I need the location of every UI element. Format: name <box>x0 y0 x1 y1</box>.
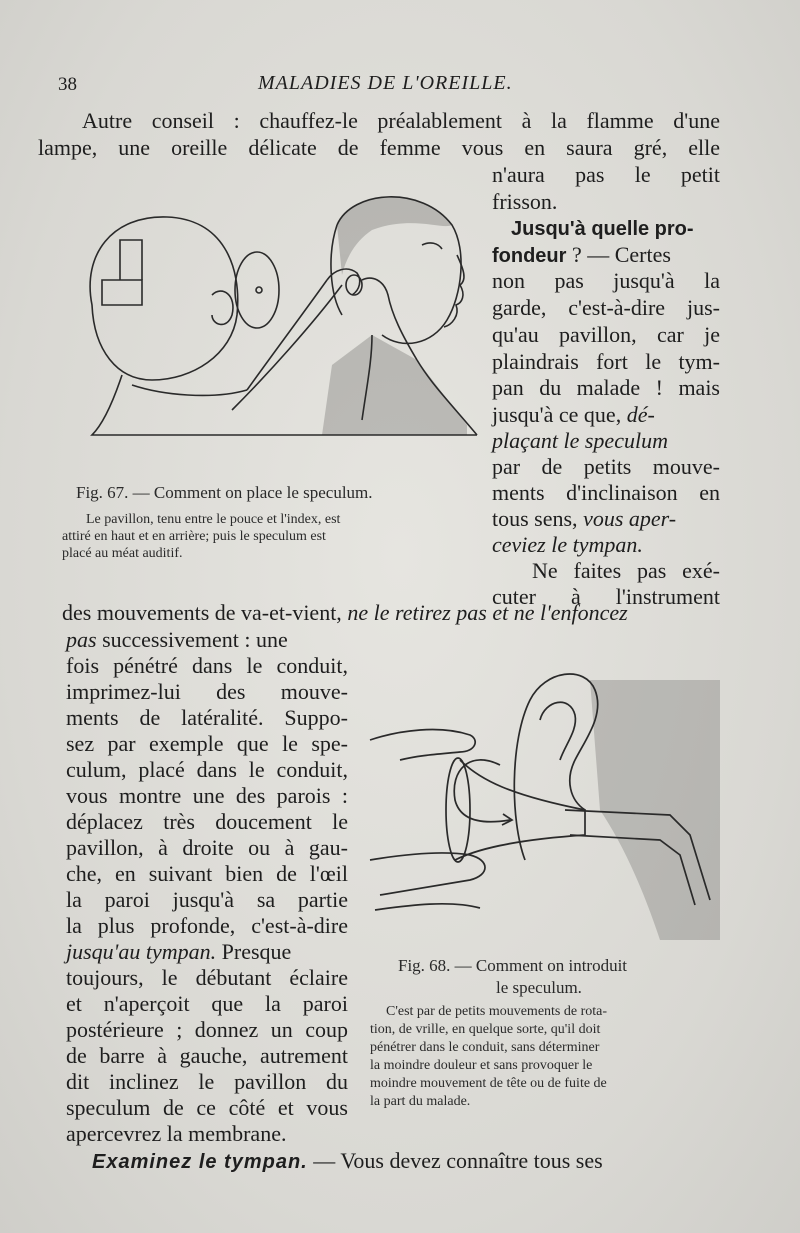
left-line: et n'aperçoit que la paroi <box>66 991 348 1016</box>
page-number: 38 <box>58 74 77 95</box>
text-italic: pas <box>66 627 97 652</box>
heading-line-2 <box>492 242 671 269</box>
text-italic: dé- <box>621 402 655 427</box>
left-line: vous montre une des parois : <box>66 783 348 808</box>
left-line: che, en suivant bien de l'œil <box>66 861 348 886</box>
right-line: garde, c'est-à-dire jus- <box>492 295 720 320</box>
fig68-caption-line: tion, de vrille, en quelque sorte, qu'il doit <box>370 1022 601 1037</box>
fig67-caption-line: placé au méat auditif. <box>62 546 183 561</box>
fig68-caption-line: la part du malade. <box>370 1094 471 1109</box>
left-line: postérieure ; donnez un coup <box>66 1017 348 1042</box>
fig67-caption-line: Le pavillon, tenu entre le pouce et l'index, est <box>86 512 341 527</box>
right-line: qu'au pavillon, car je <box>492 322 720 347</box>
fig67-title: Fig. 67. — Comment on place le speculum. <box>76 483 373 502</box>
left-line: dit inclinez le pavillon du <box>66 1069 348 1094</box>
heading-tail: ? — Certes <box>566 242 671 267</box>
left-line: sez par exemple que le spe- <box>66 731 348 756</box>
text: Presque <box>216 939 292 964</box>
left-line: la plus profonde, c'est-à-dire <box>66 913 348 938</box>
fig68-caption-line: C'est par de petits mouvements de rota- <box>386 1004 608 1019</box>
left-line-tympan <box>66 939 348 965</box>
text-italic: vous aper- <box>577 506 677 531</box>
section-heading <box>511 216 694 242</box>
bottom-emphasis: Examinez le tympan. <box>92 1151 308 1173</box>
right-line: plaindrais fort le tym- <box>492 349 720 374</box>
text: jusqu'à ce que, <box>492 402 622 427</box>
right-line-ne: Ne faites pas exé- <box>532 558 720 583</box>
bottom-line <box>92 1148 722 1175</box>
right-line-ceviez: ceviez le tympan. <box>492 532 643 557</box>
right-line-ments: ments d'inclinaison en <box>492 480 720 505</box>
fig68-title-line-2: le speculum. <box>496 978 582 997</box>
left-line: la paroi jusqu'à sa partie <box>66 887 348 912</box>
heading-part-b: fondeur <box>492 245 567 267</box>
left-line: pavillon, à droite ou à gau- <box>66 835 348 860</box>
top-line-2: lampe, une oreille délicate de femme vous en saura gré, elle <box>38 135 720 160</box>
right-line-jusqua <box>492 402 720 428</box>
fig68-caption-line: moindre mouvement de tête ou de fuite de <box>370 1076 607 1091</box>
left-line-pas <box>66 627 348 653</box>
right-line-placant: plaçant le speculum <box>492 428 668 453</box>
left-line: déplacez très doucement le <box>66 809 348 834</box>
full-width-line <box>62 600 724 626</box>
fig68-caption-line: pénétrer dans le conduit, sans déterminer <box>370 1040 600 1055</box>
right-line-par: par de petits mouve- <box>492 454 720 479</box>
heading-part-a: Jusqu'à quelle pro- <box>511 218 694 240</box>
right-line: non pas jusqu'à la <box>492 268 720 293</box>
right-line-cuter: cuter à l'instrument <box>492 584 720 609</box>
left-line: apercevrez la membrane. <box>66 1121 287 1146</box>
top-line-1: Autre conseil : chauffez-le préalablement à la flamme d'une <box>82 108 720 133</box>
left-line: fois pénétré dans le conduit, <box>66 653 348 678</box>
left-line: culum, placé dans le conduit, <box>66 757 348 782</box>
fig67-caption-line: attiré en haut et en arrière; puis le speculum est <box>62 529 326 544</box>
left-line: ments de latéralité. Suppo- <box>66 705 348 730</box>
text-italic: ne le retirez pas et ne l'enfoncez <box>341 600 628 625</box>
text: tous sens, <box>492 506 578 531</box>
left-line: speculum de ce côté et vous <box>66 1095 348 1120</box>
left-line: imprimez-lui des mouve- <box>66 679 348 704</box>
text: des mouvements de va-et-vient, <box>62 600 342 625</box>
right-line: pan du malade ! mais <box>492 375 720 400</box>
left-line: de barre à gauche, autrement <box>66 1043 348 1068</box>
running-title: MALADIES DE L'OREILLE. <box>258 72 513 94</box>
fig68-title-line-1: Fig. 68. — Comment on introduit <box>398 956 628 975</box>
left-line: toujours, le débutant éclaire <box>66 965 348 990</box>
fig67-illustration <box>72 185 482 475</box>
bottom-rest: — Vous devez connaître tous ses <box>307 1148 603 1173</box>
fig68-caption-line: la moindre douleur et sans provoquer le <box>370 1058 593 1073</box>
right-line-2: frisson. <box>492 189 558 214</box>
right-line-1: n'aura pas le petit <box>492 162 720 187</box>
text: successivement : une <box>96 627 288 652</box>
fig68-illustration <box>360 660 720 940</box>
text-italic: jusqu'au tympan. <box>66 939 217 964</box>
right-line-tous <box>492 506 676 532</box>
